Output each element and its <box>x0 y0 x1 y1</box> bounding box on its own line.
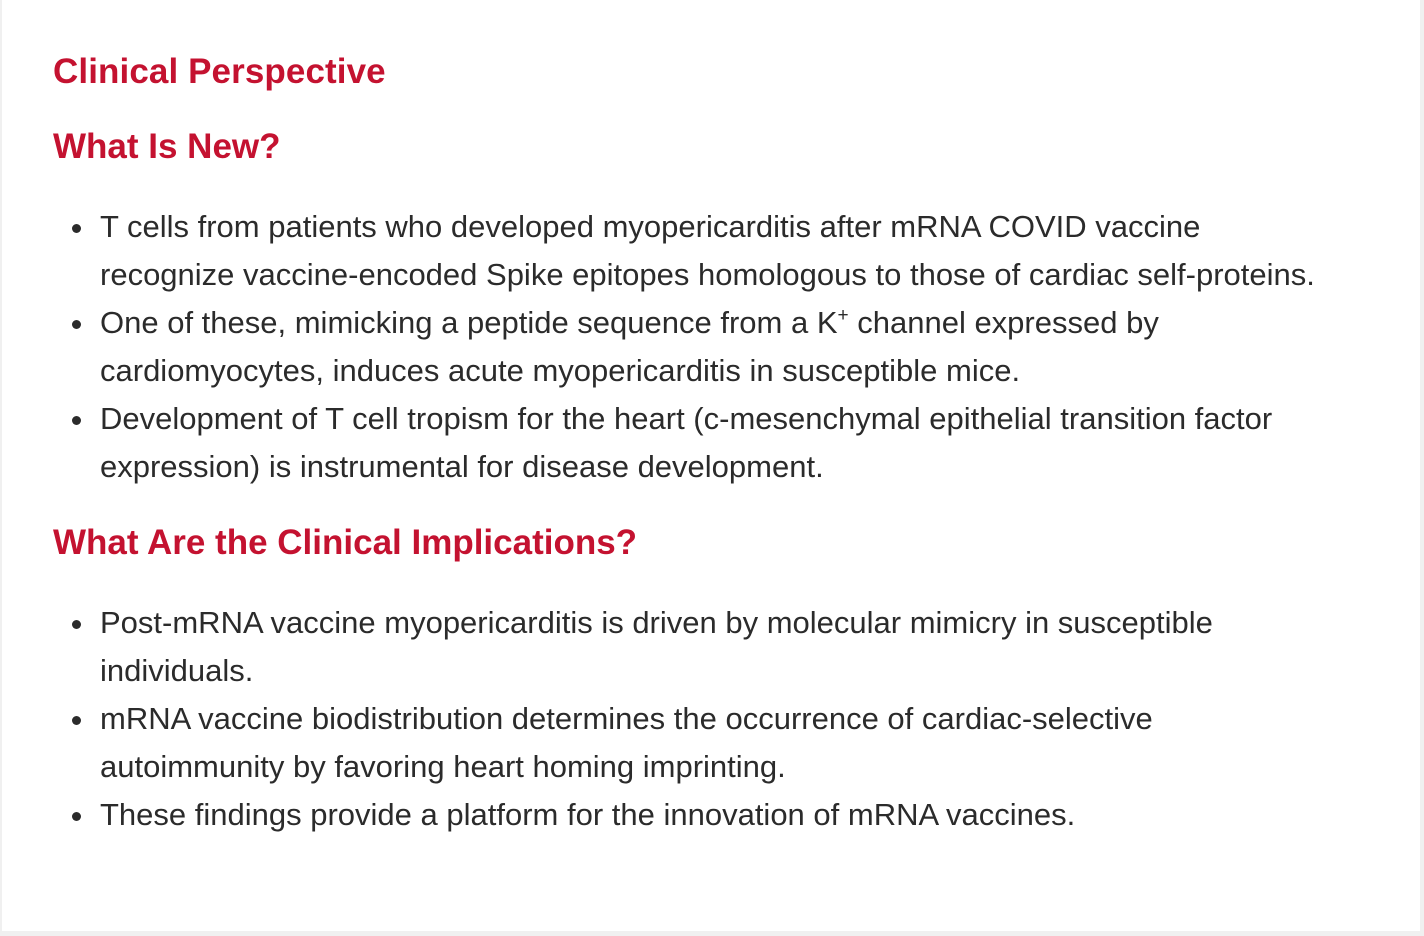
section-title: Clinical Perspective <box>53 52 386 91</box>
list-item-text: Post-mRNA vaccine myopericarditis is driven by molecular mimicry in susceptible individuals. <box>100 605 1213 688</box>
clinical-implications-heading: What Are the Clinical Implications? <box>53 523 638 562</box>
bullet-icon <box>72 416 81 425</box>
bullet-icon <box>72 812 81 821</box>
list-item-text: Development of T cell tropism for the heart (c-mesenchymal epithelial transition factor expression) is instrumental for disease development. <box>100 401 1273 484</box>
clinical-implications-list <box>53 599 1420 839</box>
list-item <box>53 299 1340 395</box>
list-item-text-before: One of these, mimicking a peptide sequence from a K <box>100 305 838 340</box>
list-item <box>53 395 1340 491</box>
list-item-text: mRNA vaccine biodistribution determines the occurrence of cardiac-selective autoimmunity by favoring heart homing imprinting. <box>100 701 1153 784</box>
list-item-text: T cells from patients who developed myopericarditis after mRNA COVID vaccine recognize vaccine-encoded Spike epitopes homologous to those of cardiac self-proteins. <box>100 209 1315 292</box>
bullet-icon <box>72 716 81 725</box>
superscript-plus: + <box>837 305 849 326</box>
list-item-text: These findings provide a platform for the innovation of mRNA vaccines. <box>100 797 1076 832</box>
list-item <box>53 791 1340 839</box>
bullet-icon <box>72 620 81 629</box>
clinical-perspective-panel <box>2 0 1420 931</box>
list-item-text-after: channel expressed by cardiomyocytes, induces acute myopericarditis in susceptible mice. <box>100 305 1159 388</box>
list-item <box>53 203 1340 299</box>
what-is-new-heading: What Is New? <box>53 127 281 166</box>
list-item <box>53 695 1340 791</box>
list-item <box>53 599 1340 695</box>
what-is-new-list <box>53 203 1420 491</box>
bullet-icon <box>72 320 81 329</box>
bullet-icon <box>72 224 81 233</box>
